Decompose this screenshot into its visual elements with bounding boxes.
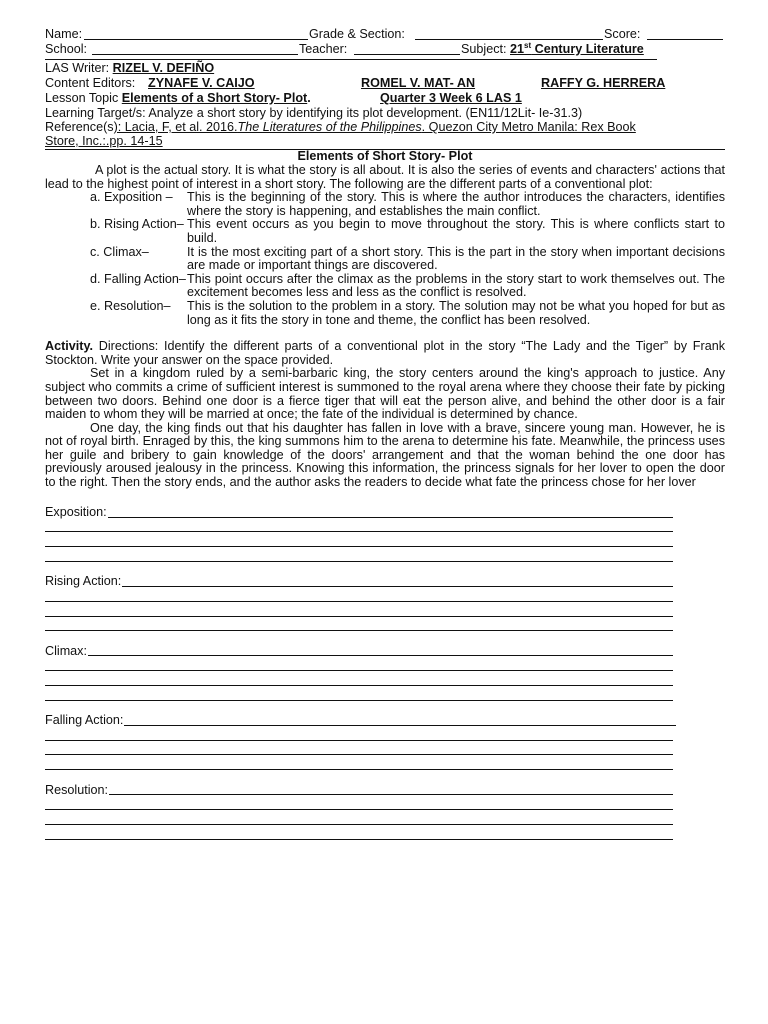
reference-row-2: [45, 135, 725, 149]
reference-post: . Quezon City Metro Manila: Rex Book: [421, 120, 636, 134]
part-label: e. Resolution–: [90, 298, 171, 313]
subject-label: Subject:: [461, 42, 507, 56]
editor-2: ROMEL V. MAT- AN: [361, 76, 476, 90]
header-row-school: [45, 40, 725, 58]
lesson-topic-row: [45, 92, 725, 107]
intro-paragraph: [45, 164, 725, 191]
answer-line[interactable]: [45, 795, 673, 810]
school-blank[interactable]: [92, 43, 298, 55]
answer-line[interactable]: [45, 810, 673, 825]
header-row-name: [45, 28, 725, 43]
part-text: This point occurs after the climax as the problems in the story start to work themselves out. The excitement becomes less and less as the conflict is resolved.: [187, 271, 725, 300]
answer-line[interactable]: [45, 642, 673, 656]
answer-rising-action: [45, 573, 725, 631]
las-writer-name: RIZEL V. DEFIÑO: [112, 61, 215, 75]
grade-label: Grade & Section:: [309, 27, 405, 41]
part-label: d. Falling Action–: [90, 271, 186, 286]
answer-label: Resolution:: [45, 782, 109, 797]
editors-label: Content Editors:: [45, 76, 136, 90]
part-text: This is the beginning of the story. This is where the author introduces the characters, identifies where the story is happening, and establishes the main conflict.: [187, 190, 725, 218]
story-text-2: One day, the king finds out that his daughter has fallen in love with a brave, sincere young man. However, he is not of royal birth. Enraged by this, the king summons him to the arena to determine his fate. Meanwhile, the princess uses her guile and bribery to gain knowledge of the doors' arrangement and that the woman behind the one door has previously aroused jealousy in the princess. Knowing this information, the princess signals for her lover to open the door to the right. Then the story ends, and the author asks the readers to decide what fate the princess chose for her lover: [45, 420, 725, 490]
answer-line[interactable]: [45, 726, 673, 741]
teacher-blank[interactable]: [354, 43, 460, 55]
part-label: c. Climax–: [90, 244, 149, 259]
reference-label: Reference(s: [45, 120, 114, 134]
quarter-label: Quarter 3 Week 6 LAS 1: [380, 91, 522, 105]
topic-label: Lesson Topic: [45, 91, 122, 105]
part-label: a. Exposition –: [90, 190, 173, 205]
answer-line[interactable]: [45, 671, 673, 686]
topic-value: Elements of a Short Story- Plot: [121, 91, 308, 105]
section-title: Elements of Short Story- Plot: [297, 149, 473, 163]
answer-label: Climax:: [45, 643, 87, 658]
directions-text: Directions: Identify the different parts of a conventional plot in the story “The Lady and the Tiger” by Frank Stockton. Write your answer on the space provided.: [45, 339, 725, 367]
answer-line[interactable]: [45, 518, 673, 533]
subject-number: 21: [510, 42, 525, 56]
answer-line[interactable]: [45, 532, 673, 547]
las-writer-row: [45, 62, 725, 77]
answer-line[interactable]: [45, 504, 673, 518]
content-editors-row: [45, 77, 725, 92]
reference-text: [45, 121, 636, 135]
plot-parts-list: [45, 191, 725, 327]
score-blank[interactable]: [647, 28, 723, 40]
answer-line[interactable]: [45, 573, 673, 587]
list-item: [45, 273, 725, 300]
answer-line[interactable]: [45, 617, 673, 632]
subject-sup: st: [524, 40, 532, 50]
editor-1: ZYNAFE V. CAIJO: [148, 76, 255, 90]
answer-climax: [45, 642, 725, 700]
list-item: [45, 246, 725, 273]
answer-line[interactable]: [45, 656, 673, 671]
header-divider: [45, 59, 657, 60]
list-item: [45, 191, 725, 218]
part-label: b. Rising Action–: [90, 217, 184, 232]
reference-pre: ): Lacia, F, et al. 2016.: [113, 120, 238, 134]
story-paragraph-1: [45, 367, 725, 421]
school-label: School:: [45, 42, 88, 56]
las-writer-text: [45, 62, 214, 76]
reference-citation: [114, 120, 636, 134]
score-label: Score:: [604, 27, 641, 41]
topic-period: .: [307, 91, 311, 105]
answer-label: Rising Action:: [45, 574, 122, 589]
worksheet-page: [45, 28, 725, 840]
lesson-topic-text: [45, 92, 311, 106]
story-paragraph-2: [45, 422, 725, 490]
learning-target: Learning Target/s: Analyze a short story by identifying its plot development. (EN11/12Lit- Ie-31.3): [45, 106, 583, 120]
grade-blank[interactable]: [415, 28, 603, 40]
reference-title: The Literatures of the Philippines: [237, 120, 422, 134]
part-text: This event occurs as you begin to move throughout the story. This is where conflicts start to build.: [187, 217, 725, 245]
subject-rest: Century Literature: [531, 42, 644, 56]
answer-falling-action: [45, 712, 725, 770]
answer-line[interactable]: [45, 587, 673, 602]
part-text: It is the most exciting part of a short story. This is the part in the story when important decisions are made or important things are discovered.: [187, 244, 725, 273]
answer-line[interactable]: [45, 686, 673, 701]
reference-line-2: Store, Inc.:.pp. 14-15: [45, 134, 163, 148]
name-blank[interactable]: [84, 28, 308, 40]
answer-resolution: [45, 781, 725, 839]
list-item: [45, 300, 725, 327]
part-text: This is the solution to the problem in a story. The solution may not be what you hoped for but as long as it fits the story in tone and theme, the conflict has been resolved.: [187, 298, 725, 327]
answer-line[interactable]: [45, 825, 673, 840]
name-label: Name:: [45, 27, 83, 41]
answer-label: Exposition:: [45, 505, 107, 520]
answer-label: Falling Action:: [45, 713, 124, 728]
editor-3: RAFFY G. HERRERA: [541, 76, 666, 90]
answer-line[interactable]: [45, 781, 673, 795]
answer-line[interactable]: [45, 741, 673, 756]
answer-exposition: [45, 504, 725, 562]
las-writer-label: LAS Writer:: [45, 61, 113, 75]
answer-line[interactable]: [45, 602, 673, 617]
story-text-1: Set in a kingdom ruled by a semi-barbaric king, the story centers around the king's approach to justice. Any subject who commits a crime of sufficient interest is summoned to the royal arena where they choose their fate by picking between two doors. Behind one door is a fierce tiger that will eat the person alive, and behind the other door is a fair maiden to whom they will be married at once; the fate of the individual is determined by chance.: [45, 366, 725, 422]
answer-line[interactable]: [45, 547, 673, 562]
learning-target-row: [45, 107, 725, 121]
intro-text: A plot is the actual story. It is what the story is all about. It is also the series of events and characters' actions that lead to the highest point of interest in a short story. The following are the different parts of a conventional plot:: [45, 163, 725, 191]
teacher-label: Teacher:: [299, 42, 348, 56]
answer-line[interactable]: [45, 712, 676, 726]
answer-line[interactable]: [45, 755, 673, 770]
list-item: [45, 218, 725, 245]
reference-row: [45, 121, 725, 135]
activity-label: Activity.: [45, 339, 94, 354]
subject-value: [510, 40, 644, 57]
activity-directions: [45, 340, 725, 367]
